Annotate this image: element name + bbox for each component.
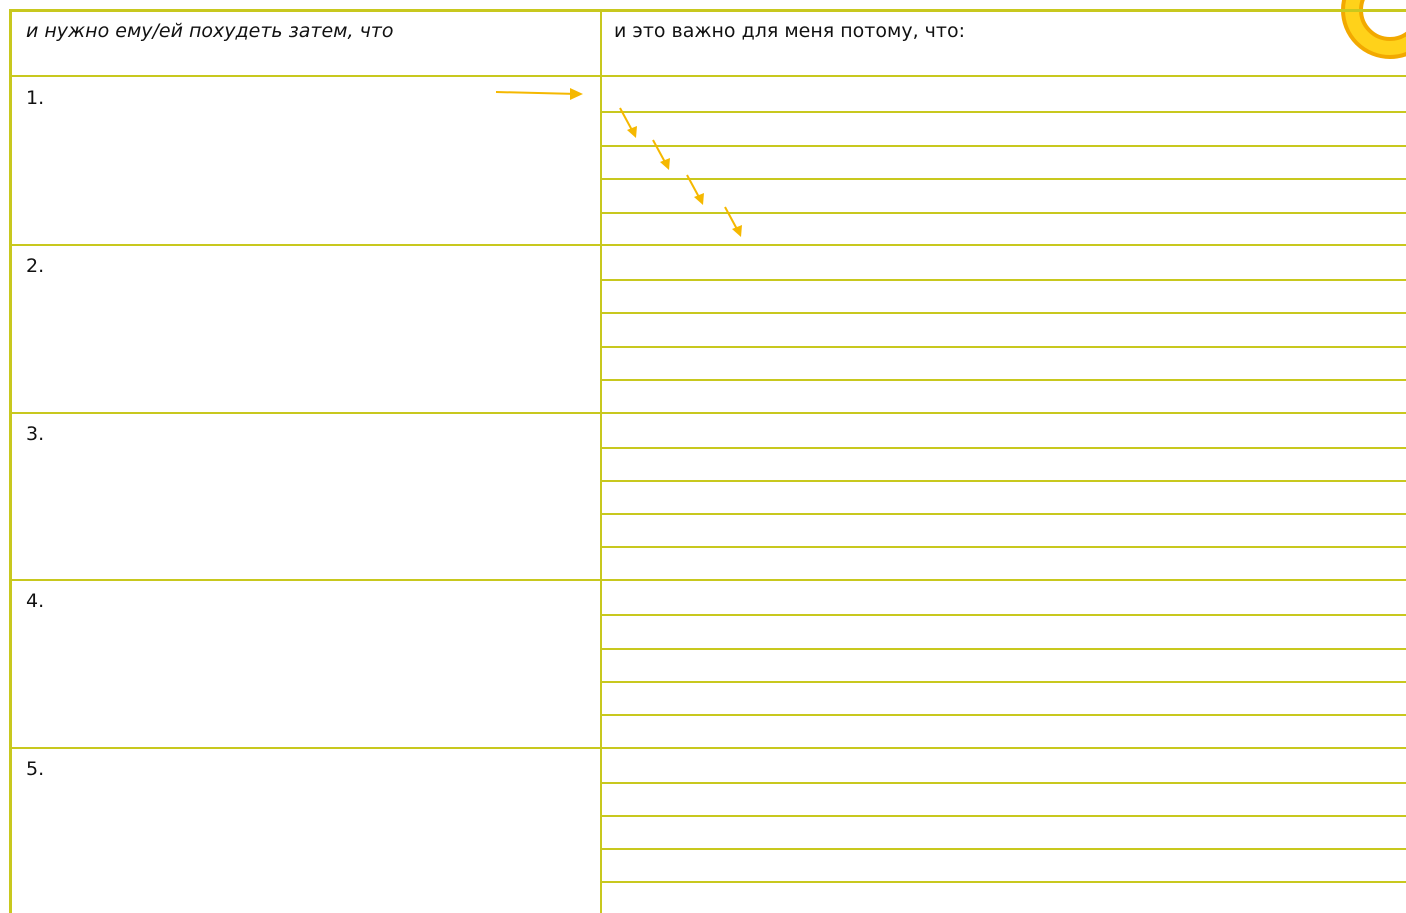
row-separator (11, 244, 1406, 246)
arrow-head-icon (627, 126, 637, 138)
writing-line (602, 379, 1406, 381)
arrow-icon (496, 92, 578, 94)
arrow-head-icon (694, 193, 704, 205)
row-separator (11, 412, 1406, 414)
writing-line (602, 279, 1406, 281)
writing-line (602, 312, 1406, 314)
arrow-head-icon (660, 158, 670, 170)
writing-line (602, 178, 1406, 180)
table-top-border (9, 9, 1406, 12)
writing-line (602, 346, 1406, 348)
writing-line (602, 782, 1406, 784)
writing-line (602, 681, 1406, 683)
writing-line (602, 614, 1406, 616)
arrow-icon (725, 207, 738, 231)
row-number-5: 5. (26, 758, 45, 780)
writing-line (602, 480, 1406, 482)
table-left-border (9, 9, 12, 913)
arrow-icon (653, 140, 666, 164)
writing-line (602, 447, 1406, 449)
arrow-head-icon (570, 88, 583, 100)
writing-line (602, 145, 1406, 147)
writing-line (602, 848, 1406, 850)
writing-line (602, 648, 1406, 650)
arrow-head-icon (732, 225, 742, 237)
writing-line (602, 714, 1406, 716)
writing-line (602, 815, 1406, 817)
writing-line (602, 881, 1406, 883)
row-separator (11, 579, 1406, 581)
writing-line (602, 513, 1406, 515)
header-importance-column: и это важно для меня потому, что: (614, 20, 965, 42)
row-number-1: 1. (26, 87, 45, 109)
writing-line (602, 111, 1406, 113)
header-separator (11, 75, 1406, 77)
row-number-3: 3. (26, 423, 45, 445)
row-number-2: 2. (26, 255, 45, 277)
writing-line (602, 212, 1406, 214)
header-reason-column: и нужно ему/ей похудеть затем, что (26, 20, 394, 42)
row-number-4: 4. (26, 590, 45, 612)
row-separator (11, 747, 1406, 749)
writing-line (602, 546, 1406, 548)
